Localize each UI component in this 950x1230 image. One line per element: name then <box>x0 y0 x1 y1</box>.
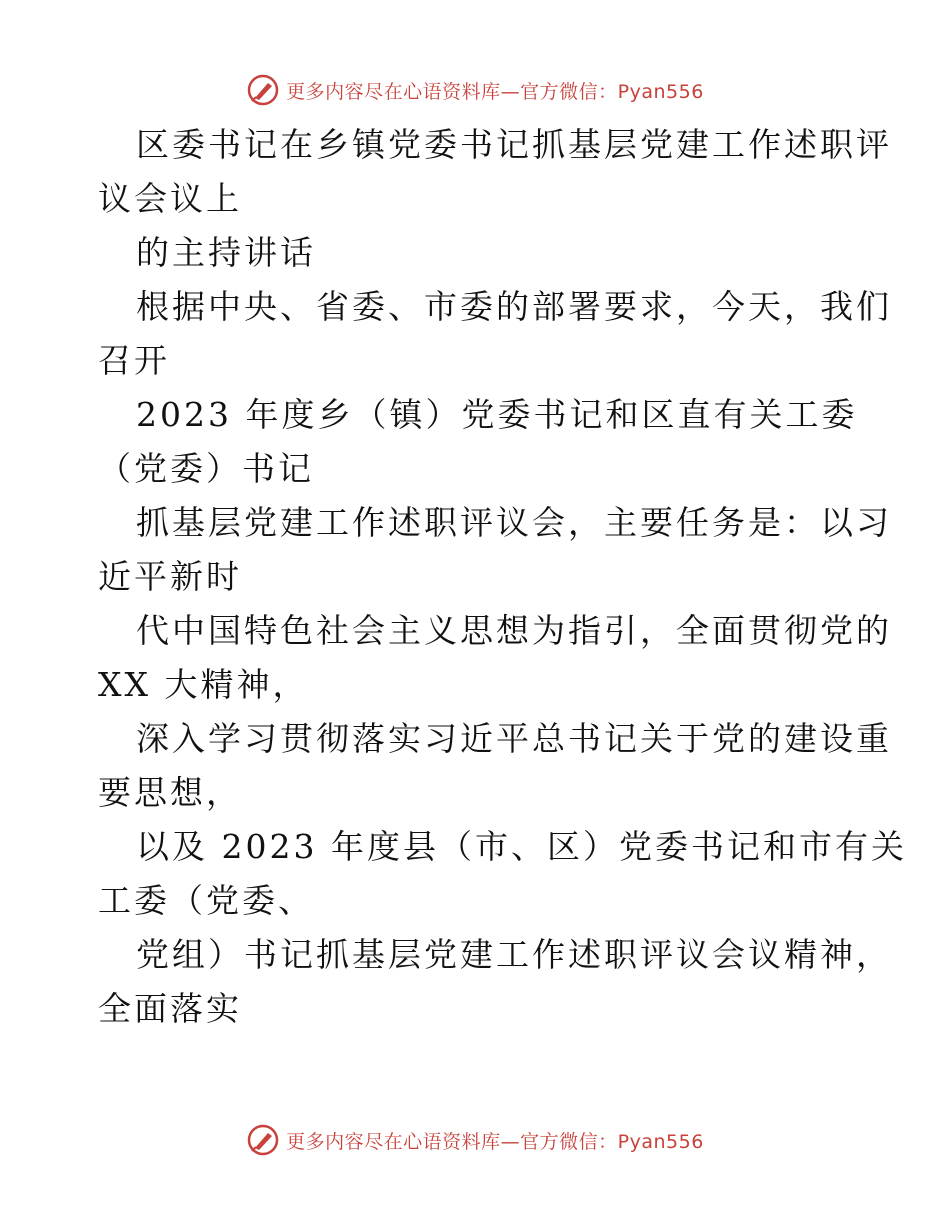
text-line: （党委）书记 <box>98 449 314 488</box>
text-line: 根据中央、省委、市委的部署要求，今天，我们 <box>136 287 892 326</box>
footer-watermark <box>0 1120 950 1160</box>
text-line: 要思想， <box>98 773 242 812</box>
text-line: 深入学习贯彻落实习近平总书记关于党的建设重 <box>136 719 892 758</box>
text-line: 近平新时 <box>98 557 242 596</box>
text-line: 的主持讲话 <box>136 233 316 272</box>
text-line: 全面落实 <box>98 989 242 1028</box>
text-line: 区委书记在乡镇党委书记抓基层党建工作述职评 <box>136 125 892 164</box>
text-line: 以及 2023 年度县（市、区）党委书记和市有关 <box>136 827 907 866</box>
pen-logo-icon <box>246 73 280 107</box>
text-line: 代中国特色社会主义思想为指引，全面贯彻党的 <box>136 611 892 650</box>
watermark-text: 更多内容尽在心语资料库—官方微信：Pyan556 <box>286 80 704 103</box>
watermark-text: 更多内容尽在心语资料库—官方微信：Pyan556 <box>286 1130 704 1153</box>
text-line: 2023 年度乡（镇）党委书记和区直有关工委 <box>136 395 858 434</box>
text-line: 抓基层党建工作述职评议会，主要任务是：以习 <box>136 503 892 542</box>
text-line: 工委（党委、 <box>98 881 314 920</box>
header-watermark <box>0 70 950 110</box>
text-line: XX 大精神， <box>98 665 309 704</box>
text-line: 议会议上 <box>98 179 242 218</box>
text-line: 党组）书记抓基层党建工作述职评议会议精神， <box>136 935 892 974</box>
document-body <box>98 118 907 1036</box>
pen-logo-icon <box>246 1123 280 1157</box>
text-line: 召开 <box>98 341 170 380</box>
